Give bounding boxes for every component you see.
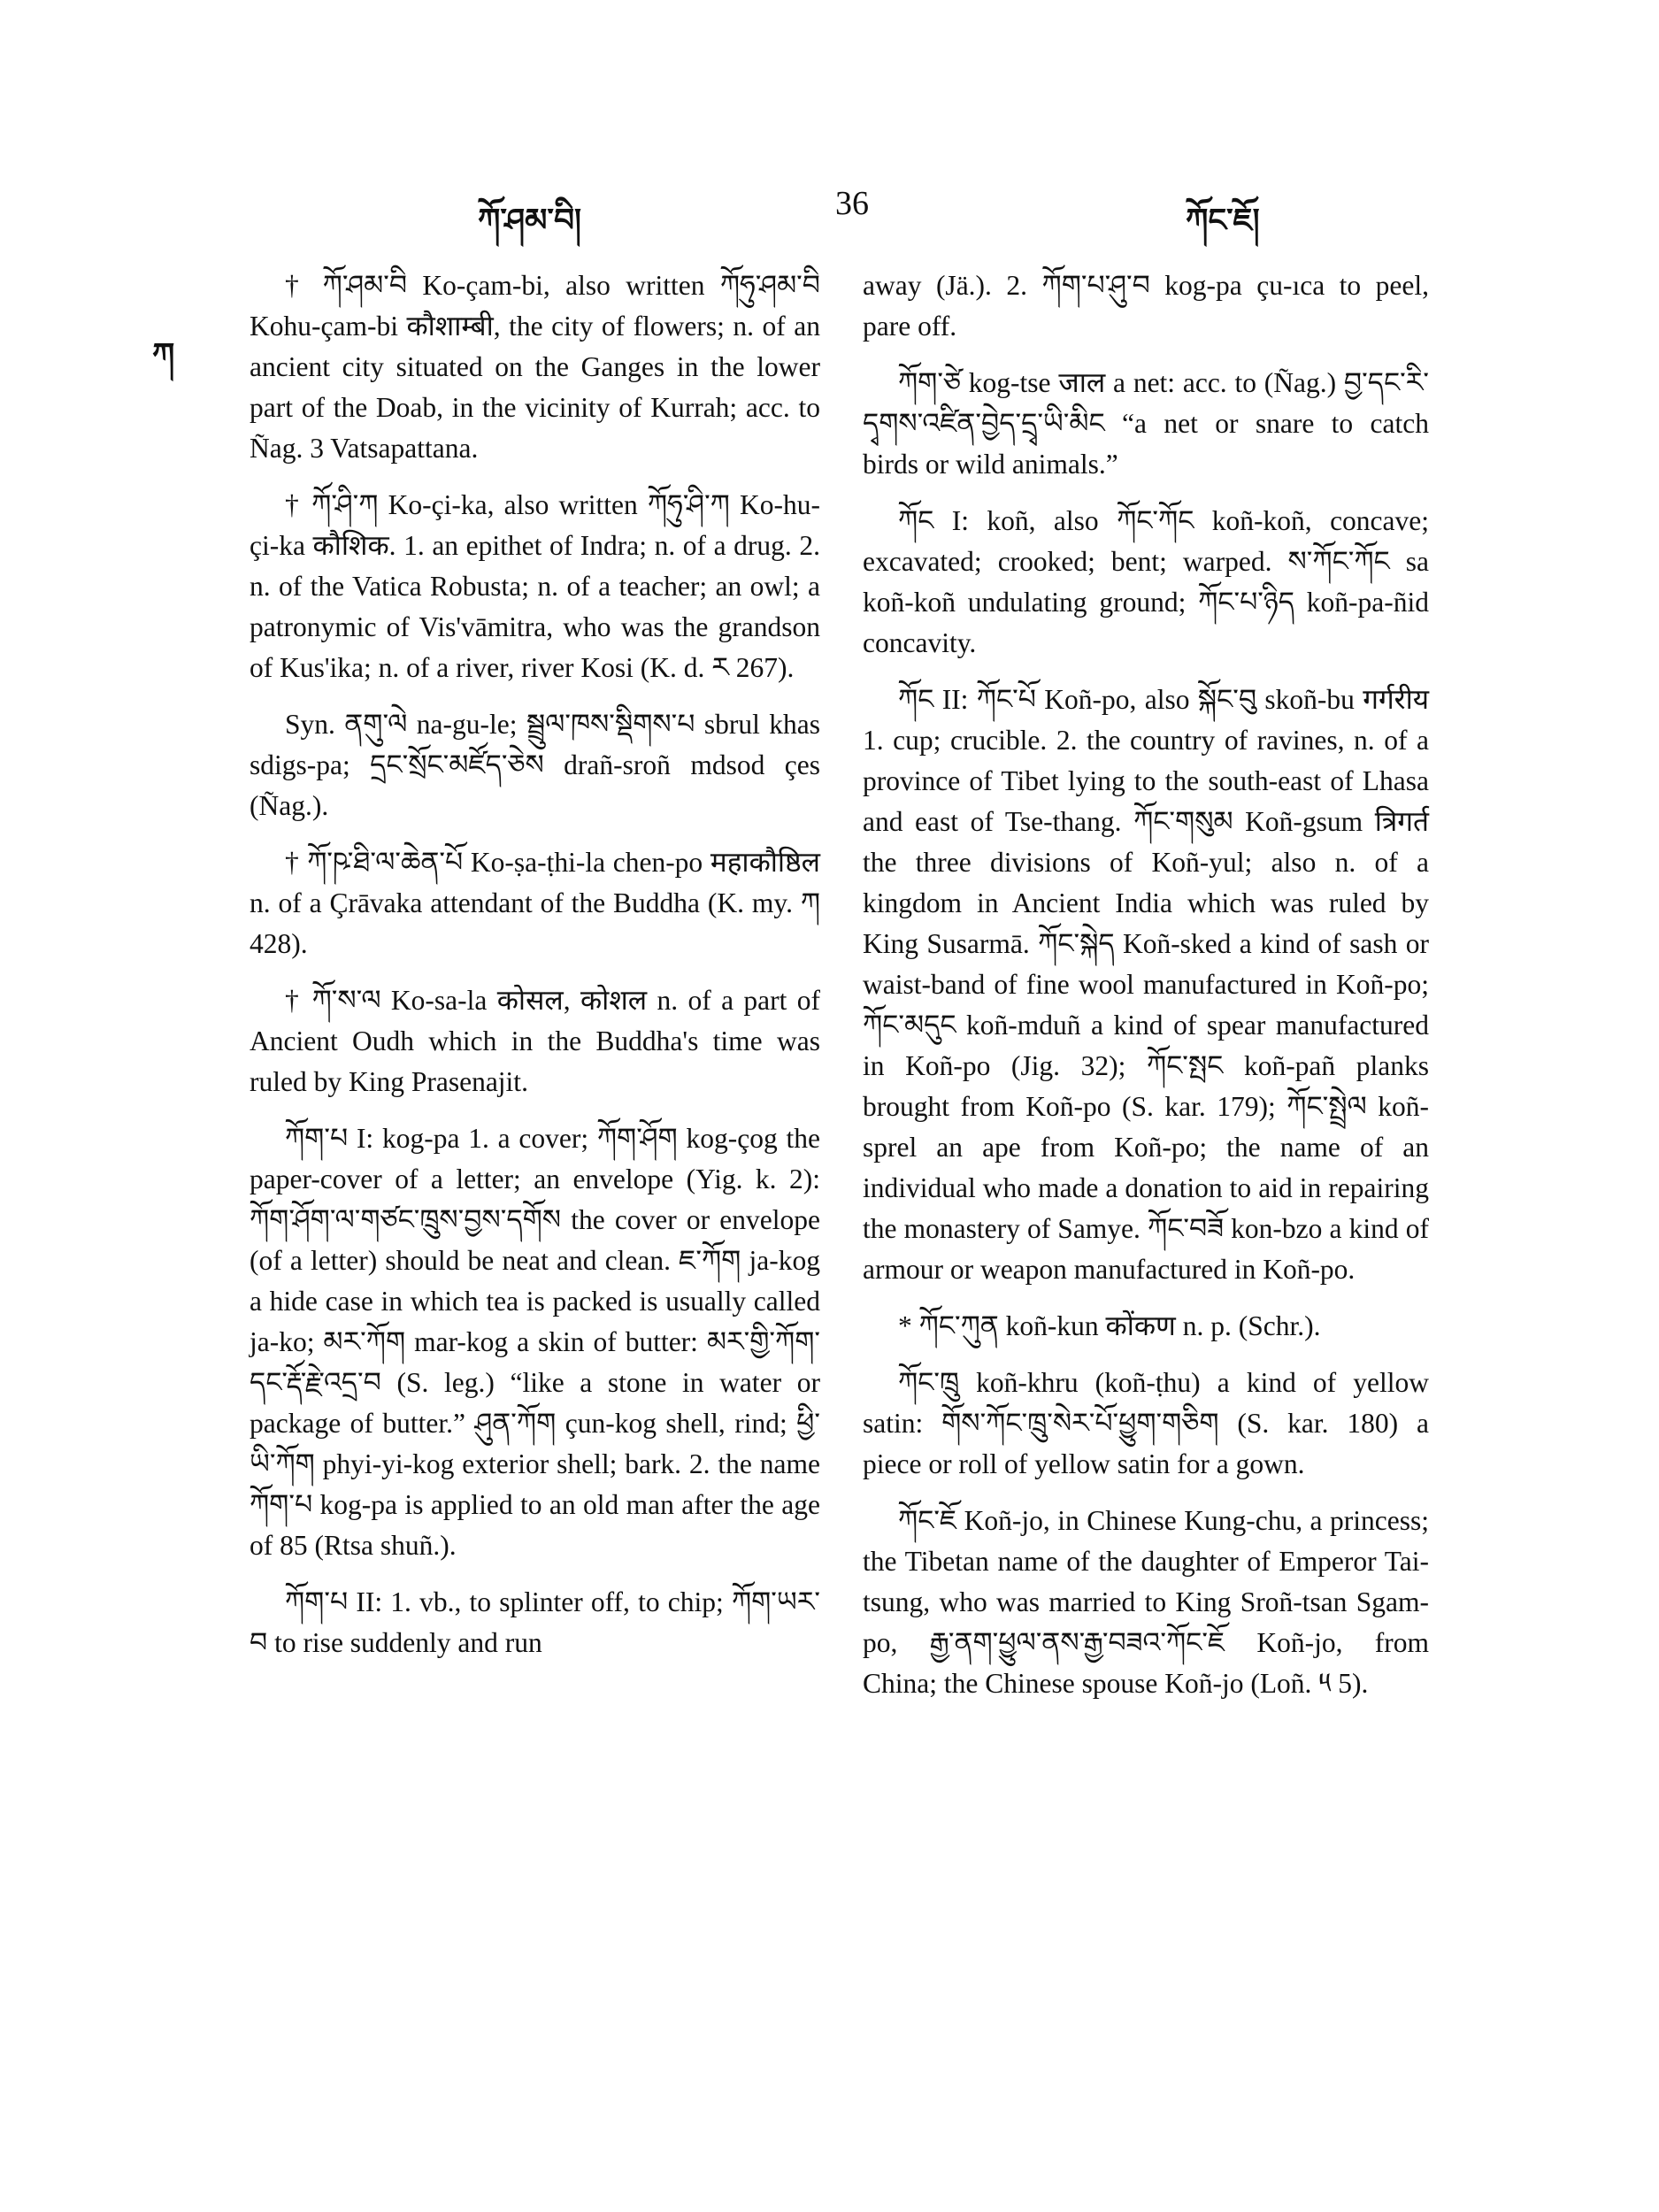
entry-synonyms: Syn. ནགུ་ལེ na-gu-le; སྦྲུལ་ཁས་སྡིགས་པ sbrul khas sdigs-pa; དྲང་སྲོང་མཛོད་ཅེས drañ-sroñ mdsod çes (Ñag.). — [250, 709, 820, 821]
entry-ko-ci-ka: † ཀོ་ཤི་ཀ Ko-çi-ka, also written ཀོཧུ་ཤི་ཀ Ko-hu-çi-ka कौशिक. 1. an epithet of Indra; n. of a drug. 2. n. of the Vatica Robusta; n. of a teacher; an owl; a patronymic of Vis'vāmitra, who was the grandson of Kus'ika; n. of a river, river Kosi (K. d. ར 267). — [250, 489, 820, 683]
section-letter-mark: ཀ — [152, 337, 173, 373]
running-head-right: ཀོང་ཇོ། — [1186, 203, 1260, 239]
entry-kon-jo: ཀོང་ཇོ Koñ-jo, in Chinese Kung-chu, a princess; the Tibetan name of the daughter of Emperor Tai-tsung, who was married to King Sroñ-tsan Sgam-po, རྒྱ་ནག་ཕྱུལ་ནས་རྒྱ་བཟའ་ཀོང་ཇོ Koñ-jo, from China; the Chinese spouse Koñ-jo (Loñ. ༥ 5). — [863, 1505, 1429, 1699]
entry-ko-cam-bi: † ཀོ་ཤམ་བི Ko-çam-bi, also written ཀོཧུ་ཤམ་བི Kohu-çam-bi कौशाम्बी, the city of flowers; n. of an ancient city situated on the Ganges in the lower part of the Doab, in the vicinity of Kurrah; acc. to Ñag. 3 Vatsapattana. — [250, 270, 820, 464]
page-number: 36 — [835, 185, 869, 222]
entry-kon-khru: ཀོང་ཁྲུ koñ-khru (koñ-ṭhu) a kind of yellow satin: གོས་ཀོང་ཁྲུ་སེར་པོ་ཕྱུག་གཅིག (S. kar. 180) a piece or roll of yellow satin for a gown. — [863, 1367, 1429, 1479]
entry-kog-pa-1: ཀོག་པ I: kog-pa 1. a cover; ཀོག་ཤོག kog-çog the paper-cover of a letter; an envelope (Yig. k. 2): ཀོག་ཤོག་ལ་གཙང་ཁྲུས་བྱས་དགོས the cover or envelope (of a letter) should be neat and clean. ཇ་ཀོག ja-kog a hide case in which tea is packed is usually called ja-ko; མར་ཀོག mar-kog a skin of butter: མར་གྱི་ཀོག་དང་རྡོ་རྗེ་འདྲ་བ (S. leg.) “like a stone in water or package of butter.” ཤུན་ཀོག çun-kog shell, rind; ཕྱི་ཡི་ཀོག phyi-yi-kog exterior shell; bark. 2. the name ཀོག་པ kog-pa is applied to an old man after the age of 85 (Rtsa shuñ.). — [250, 1123, 820, 1561]
entry-kon-kun: * ཀོང་ཀུན koñ-kun कोंकण n. p. (Schr.). — [898, 1310, 1321, 1341]
entry-kon-1: ཀོང I: koñ, also ཀོང་ཀོང koñ-koñ, concave; excavated; crooked; bent; warped. ས་ཀོང་ཀོང sa koñ-koñ undulating ground; ཀོང་པ་ཉིད koñ-pa-ñid concavity. — [863, 505, 1429, 658]
entry-kog-pa-cont: away (Jä.). 2. ཀོག་པ་ཤུ་བ kog-pa çu-ıca to peel, pare off. — [863, 270, 1429, 342]
entry-kog-pa-2: ཀོག་པ II: 1. vb., to splinter off, to chip; ཀོག་ཡར་བ to rise suddenly and run — [250, 1586, 820, 1658]
right-column — [863, 265, 1429, 1720]
entry-ko-sa-la: † ཀོ་ས་ལ Ko-sa-la कोसल, कोशल n. of a part of Ancient Oudh which in the Buddha's time was ruled by King Prasenajit. — [250, 985, 820, 1097]
entry-ko-sa-thi-la: † ཀོ་ཥ་ཐི་ལ་ཆེན་པོ Ko-ṣa-ṭhi-la chen-po महाकौष्ठिल n. of a Çrāvaka attendant of the Buddha (K. my. ཀ 428). — [250, 847, 820, 959]
entry-kog-tse: ཀོག་ཙེ kog-tse जाल a net: acc. to (Ñag.) བྱ་དང་རི་དྭགས་འཛིན་བྱེད་དྲྭ་ཡི་མིང “a net or snare to catch birds or wild animals.” — [863, 367, 1429, 480]
running-head-left: ཀོ་ཤམ་བི། — [478, 203, 582, 239]
entry-kon-2: ཀོང II: ཀོང་པོ Koñ-po, also སྐོང་བུ skoñ-bu गर्गरीय 1. cup; crucible. 2. the country of ravines, n. of a province of Tibet lying to the south-east of Lhasa and east of Tse-thang. ཀོང་གསུམ Koñ-gsum त्रिगर्त the three divisions of Koñ-yul; also n. of a kingdom in Ancient India which was ruled by King Susarmā. ཀོང་སྐེད Koñ-sked a kind of sash or waist-band of fine wool manufactured in Koñ-po; ཀོང་མདུང koñ-mduñ a kind of spear manufactured in Koñ-po (Jig. 32); ཀོང་སྤང koñ-pañ planks brought from Koñ-po (S. kar. 179); ཀོང་སྤྲེལ koñ-sprel an ape from Koñ-po; the name of an individual who made a donation to aid in repairing the monastery of Samye. ཀོང་བཟོ kon-bzo a kind of armour or weapon manufactured in Koñ-po. — [863, 684, 1429, 1285]
left-column — [250, 265, 820, 1679]
